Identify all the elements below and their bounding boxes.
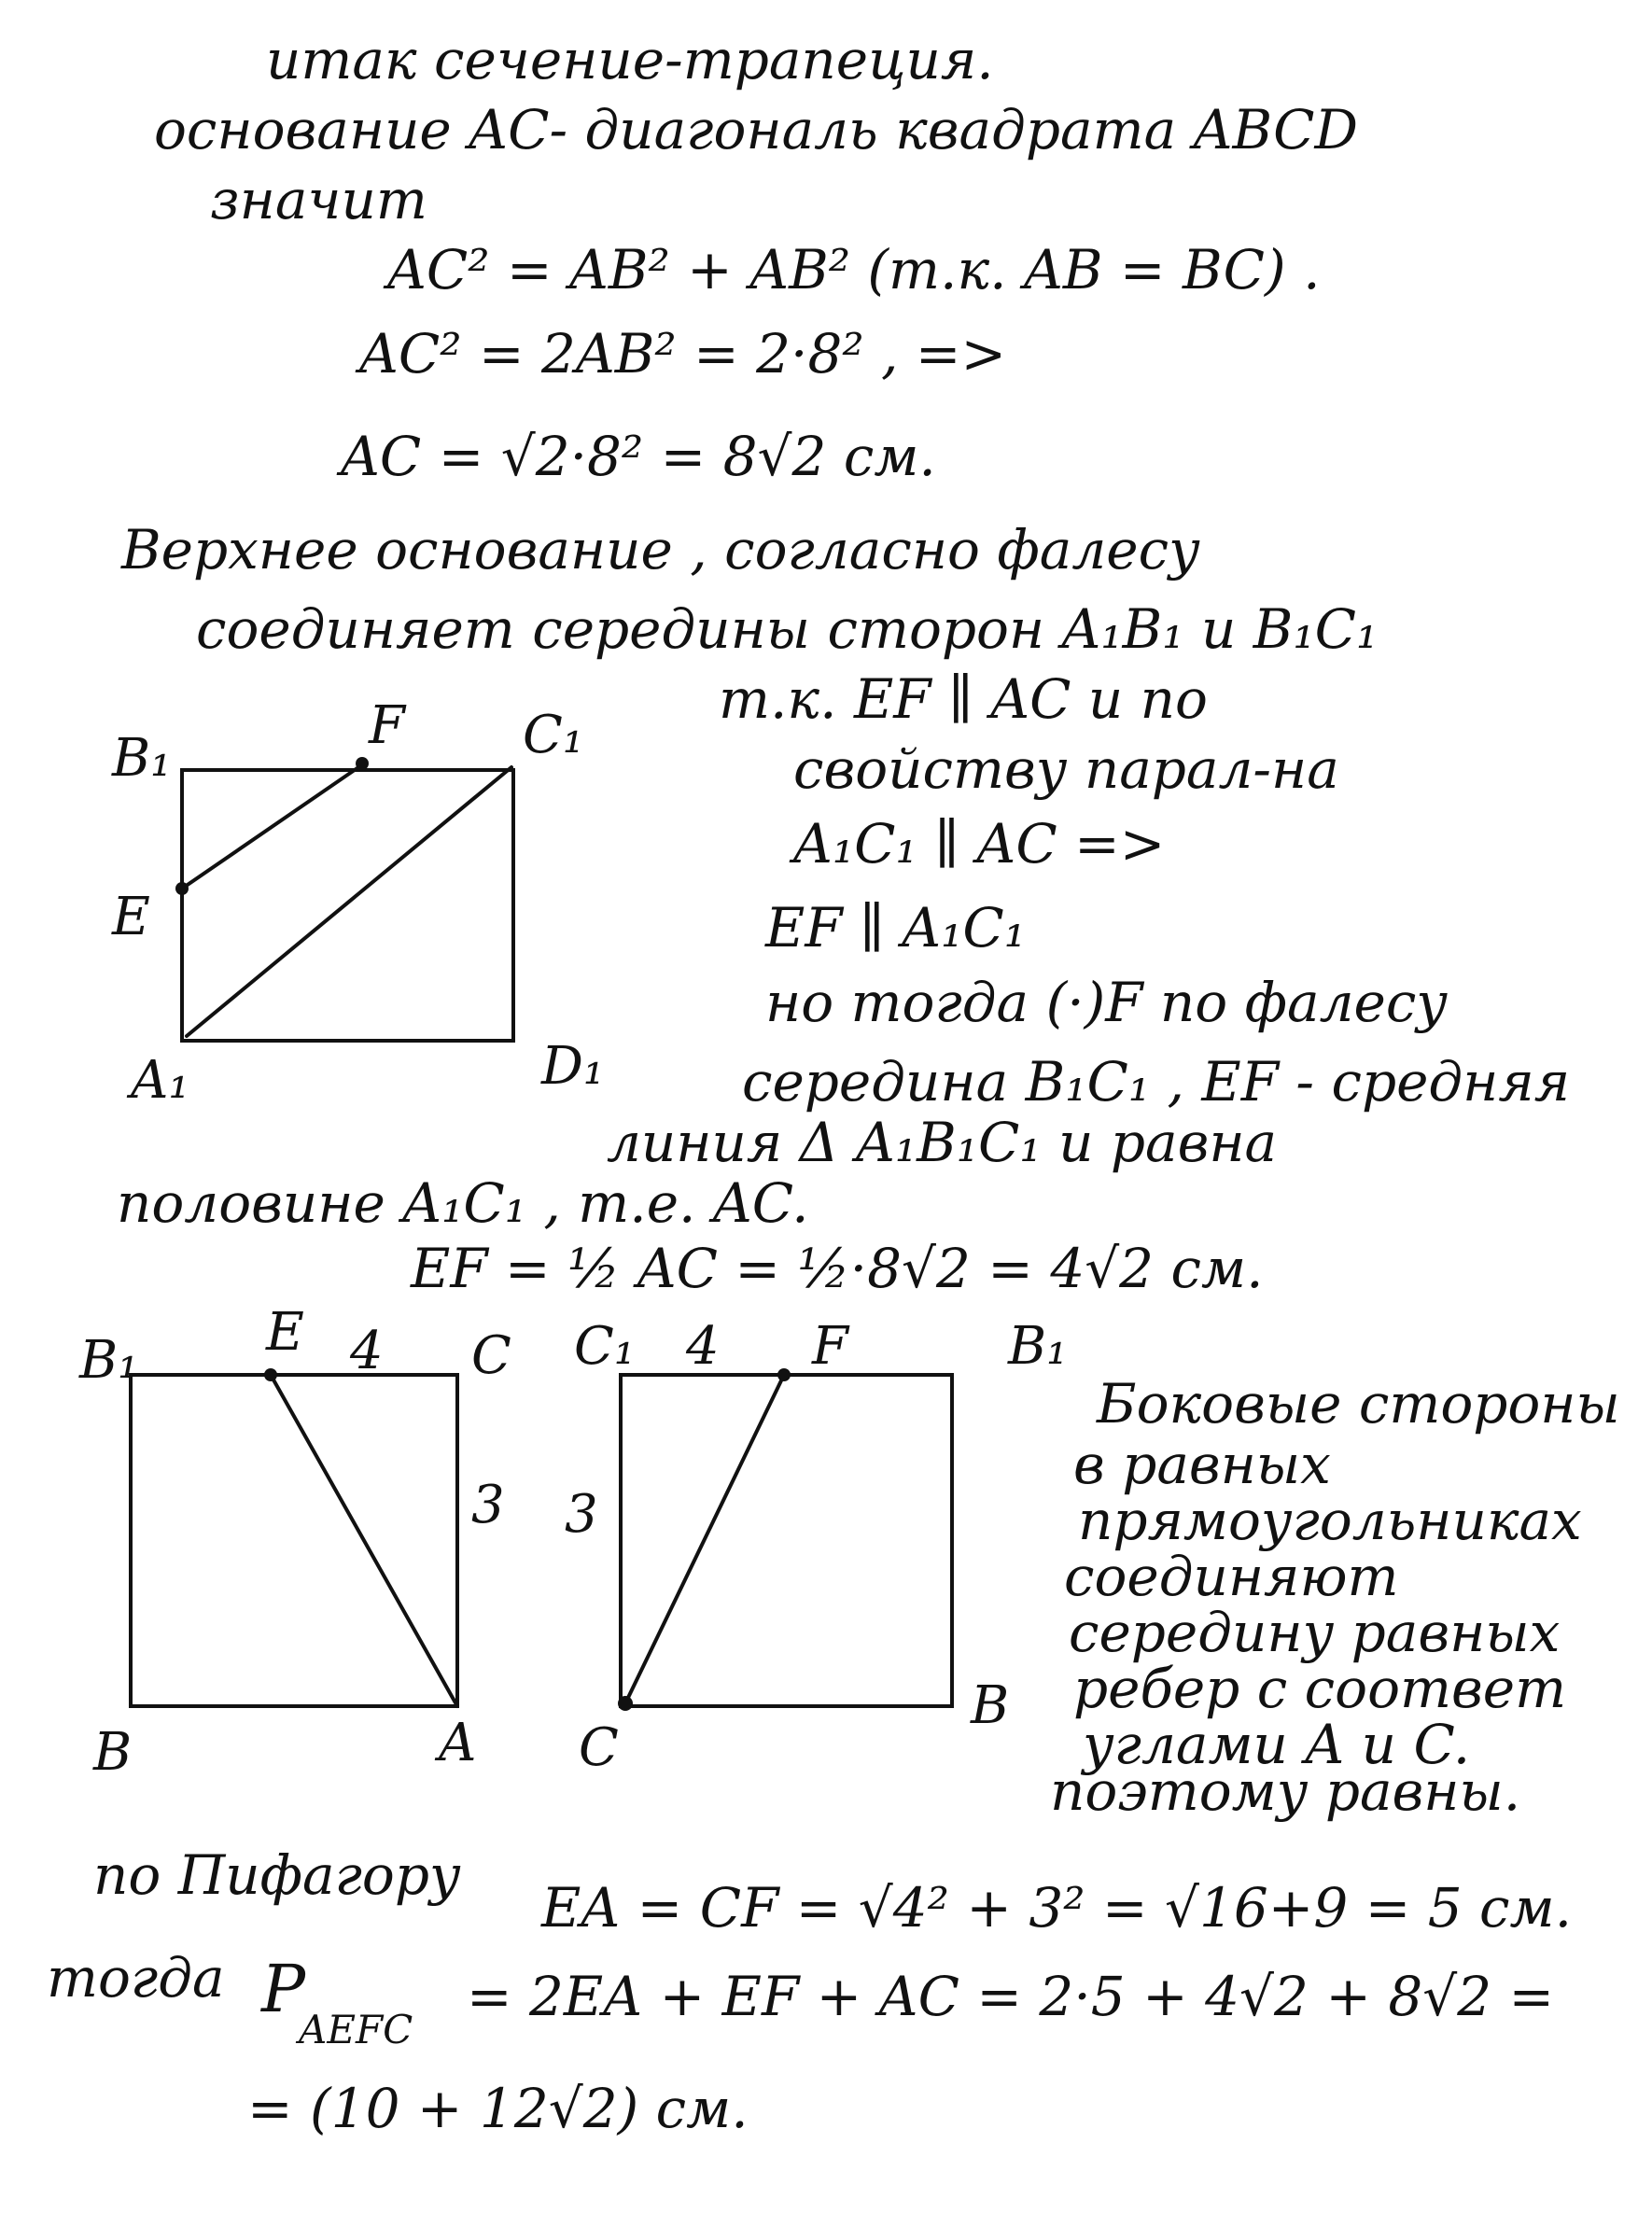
point-f-right	[777, 1368, 791, 1381]
label-r2-e: E	[266, 1302, 304, 1363]
line-19: в равных	[1073, 1433, 1331, 1496]
line-11: A₁C₁ ∥ AC =>	[793, 812, 1166, 875]
point-e-left	[264, 1368, 277, 1381]
line-7: Верхнее основание , согласно фалесу	[121, 518, 1200, 581]
label-r2-3: 3	[471, 1475, 505, 1535]
label-r3-f: F	[812, 1316, 848, 1377]
point-c-right	[618, 1696, 633, 1711]
perimeter-symbol: P	[261, 1951, 306, 2027]
point-e	[175, 882, 189, 895]
label-a1: A₁	[131, 1050, 189, 1111]
segment-cf	[625, 1375, 784, 1703]
label-r2-b1: B₁	[79, 1330, 139, 1391]
label-r3-b1: B₁	[1008, 1316, 1068, 1377]
line-18: Боковые стороны	[1097, 1372, 1620, 1436]
line-3: значит	[210, 168, 427, 231]
line-15: линия Δ A₁B₁C₁ и равна	[607, 1111, 1278, 1174]
line-4: AC² = AB² + AB² (т.к. AB = BC) .	[387, 238, 1321, 301]
label-r2-4: 4	[350, 1321, 384, 1381]
label-r2-b: B	[93, 1722, 133, 1783]
rect-left	[131, 1375, 457, 1706]
label-r3-c1: C₁	[574, 1316, 636, 1377]
label-b1: B₁	[112, 728, 172, 789]
perimeter-subscript: AEFC	[299, 2007, 413, 2052]
line-5: AC² = 2AB² = 2·8² , =>	[359, 322, 1007, 385]
label-r2-c: C	[471, 1325, 511, 1386]
label-r3-3: 3	[565, 1484, 598, 1545]
line-13: но тогда (·)F по фалесу	[765, 971, 1449, 1034]
label-r3-4: 4	[686, 1316, 720, 1377]
label-r3-c: C	[579, 1717, 619, 1778]
diagonal-a1c1	[187, 767, 511, 1036]
label-e: E	[112, 887, 150, 947]
label-r2-a: A	[439, 1713, 477, 1773]
line-21: соединяют	[1064, 1545, 1399, 1608]
rect-right	[621, 1375, 952, 1706]
line-2: основание AC- диагональ квадрата ABCD	[154, 98, 1359, 161]
label-r3-b: B	[971, 1675, 1010, 1736]
label-d1: D₁	[541, 1036, 605, 1097]
line-6: AC = √2·8² = 8√2 см.	[341, 425, 936, 488]
line-24: углами A и C.	[1083, 1713, 1471, 1776]
line-20: прямоугольниках	[1078, 1489, 1582, 1552]
line-17: EF = ½ AC = ½·8√2 = 4√2 см.	[411, 1237, 1264, 1300]
label-f: F	[369, 695, 405, 756]
line-16: половине A₁C₁ , т.е. AC.	[117, 1171, 809, 1235]
line-31: = (10 + 12√2) см.	[247, 2077, 749, 2140]
line-25: поэтому равны.	[1050, 1759, 1521, 1823]
line-12: EF ∥ A₁C₁	[765, 896, 1027, 959]
point-f	[356, 757, 369, 770]
line-9: т.к. EF ∥ AC и по	[719, 667, 1208, 731]
label-c1: C₁	[523, 705, 584, 765]
line-8: соединяет середины сторон A₁B₁ и B₁C₁	[196, 597, 1379, 661]
segment-ef	[182, 763, 364, 889]
segment-ea	[271, 1375, 457, 1706]
line-14: середина B₁C₁ , EF - средняя	[742, 1050, 1571, 1114]
line-27: EA = CF = √4² + 3² = √16+9 = 5 см.	[541, 1876, 1573, 1940]
line-26: по Пифагору	[93, 1843, 461, 1907]
line-1: итак сечение-трапеция.	[266, 28, 994, 91]
line-10: свойству парал-на	[793, 737, 1339, 801]
line-23: ребер с соответ	[1073, 1657, 1567, 1720]
line-28: тогда	[47, 1946, 225, 2010]
line-22: середину равных	[1069, 1601, 1561, 1664]
line-30: = 2EA + EF + AC = 2·5 + 4√2 + 8√2 =	[467, 1965, 1555, 2028]
